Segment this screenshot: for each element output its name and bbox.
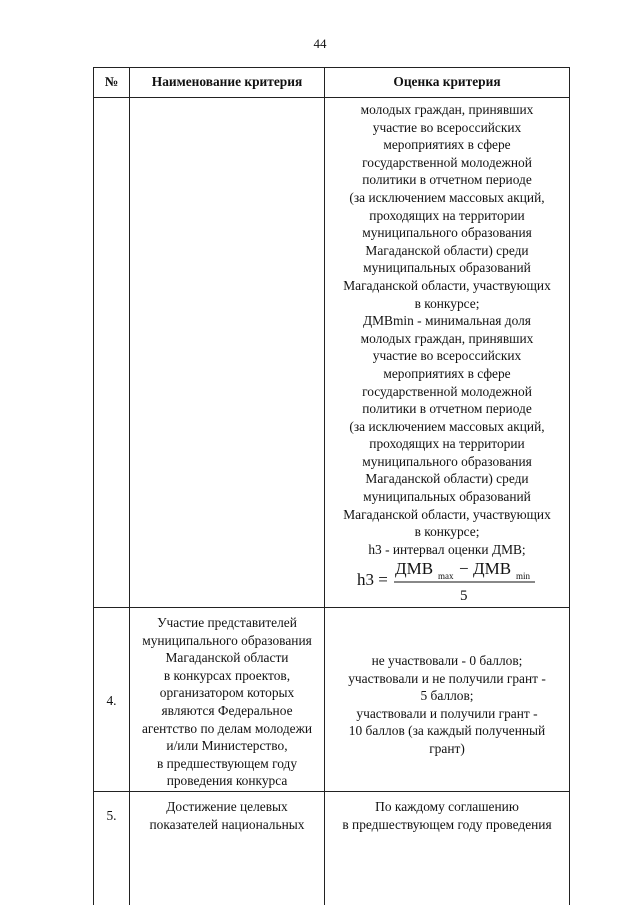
header-criterion-assessment: Оценка критерия (393, 74, 501, 89)
row-divider-3-4 (93, 607, 570, 608)
name-line: показателей национальных (149, 816, 305, 832)
assessment-line: в конкурсе; (414, 524, 480, 540)
name-line: являются Федеральное (161, 702, 293, 718)
row-3-assessment (325, 101, 569, 558)
assessment-line: муниципальных образований (363, 489, 531, 505)
assessment-line: Магаданской области, участвующих (343, 506, 551, 522)
assessment-line: (за исключением массовых акций, (349, 189, 545, 205)
assessment-line: муниципального образования (362, 225, 532, 241)
row-4-assessment (325, 652, 569, 758)
header-divider (93, 97, 570, 98)
assessment-line: мероприятиях в сфере (383, 365, 511, 381)
assessment-line: проходящих на территории (369, 436, 525, 452)
assessment-line: Магаданской области) среди (365, 471, 529, 487)
name-line: Достижение целевых (166, 799, 288, 814)
name-line: проведения конкурса (166, 773, 288, 789)
assessment-line: грант) (429, 740, 465, 756)
assessment-line: участвовали и получили грант - (356, 705, 538, 721)
column-border-left (93, 67, 94, 905)
column-border-right (569, 67, 570, 905)
assessment-line: участвовали и не получили грант - (348, 670, 546, 686)
assessment-line: в конкурсе; (414, 295, 480, 311)
assessment-line: участие во всероссийских (372, 119, 522, 135)
formula-minus: − (459, 559, 469, 578)
criteria-table (93, 67, 570, 905)
assessment-line: государственной молодежной (362, 154, 532, 170)
assessment-line: молодых граждан, принявших (360, 102, 534, 117)
row-5-assessment (325, 798, 569, 833)
assessment-line: проходящих на территории (369, 207, 525, 223)
assessment-line: (за исключением массовых акций, (349, 418, 545, 434)
assessment-line: политики в отчетном периоде (362, 172, 532, 188)
assessment-line: Магаданской области) среди (365, 242, 529, 258)
name-line: Участие представителей (157, 615, 297, 630)
formula-term-min: ДМВ (473, 559, 512, 578)
assessment-line: в предшествующем году проведения (342, 816, 552, 832)
row-4-num: 4. (106, 693, 117, 708)
formula-denominator: 5 (460, 588, 468, 604)
name-line: Магаданской области (165, 650, 289, 666)
row-5-criterion-name (130, 798, 324, 833)
name-line: агентство по делам молодежи (141, 720, 313, 736)
assessment-line: участие во всероссийских (372, 348, 522, 364)
formula-svg (355, 558, 555, 604)
row-4-criterion-name (130, 614, 324, 790)
assessment-line: муниципального образования (362, 453, 532, 469)
header-criterion-name: Наименование критерия (151, 74, 303, 89)
formula-term-max: ДМВ (395, 559, 434, 578)
h3-formula (355, 558, 555, 604)
assessment-line: не участвовали - 0 баллов; (371, 653, 523, 668)
name-line: муниципального образования (142, 632, 312, 648)
formula-sub-min: min (516, 571, 531, 581)
name-line: в конкурсах проектов, (163, 667, 291, 683)
assessment-line: ДМВmin - минимальная доля (363, 313, 531, 329)
assessment-line: h3 - интервал оценки ДМВ; (368, 541, 526, 557)
formula-sub-max: max (438, 571, 454, 581)
assessment-line: мероприятиях в сфере (383, 137, 511, 153)
assessment-line: государственной молодежной (362, 383, 532, 399)
name-line: в предшествующем году (156, 755, 298, 771)
row-divider-4-5 (93, 791, 570, 792)
name-line: организатором которых (159, 685, 295, 701)
assessment-line: 10 баллов (за каждый полученный (348, 723, 546, 739)
page-number: 44 (313, 36, 327, 51)
header-num: № (104, 74, 119, 89)
assessment-line: 5 баллов; (420, 688, 474, 704)
assessment-line: молодых граждан, принявших (360, 330, 534, 346)
table-border-top (93, 67, 570, 68)
assessment-line: муниципальных образований (363, 260, 531, 276)
assessment-line: Магаданской области, участвующих (343, 277, 551, 293)
row-5-num: 5. (106, 808, 117, 823)
assessment-line: По каждому соглашению (375, 799, 519, 814)
assessment-line: политики в отчетном периоде (362, 401, 532, 417)
name-line: и/или Министерство, (166, 738, 288, 754)
formula-lhs: h3 = (357, 570, 388, 589)
